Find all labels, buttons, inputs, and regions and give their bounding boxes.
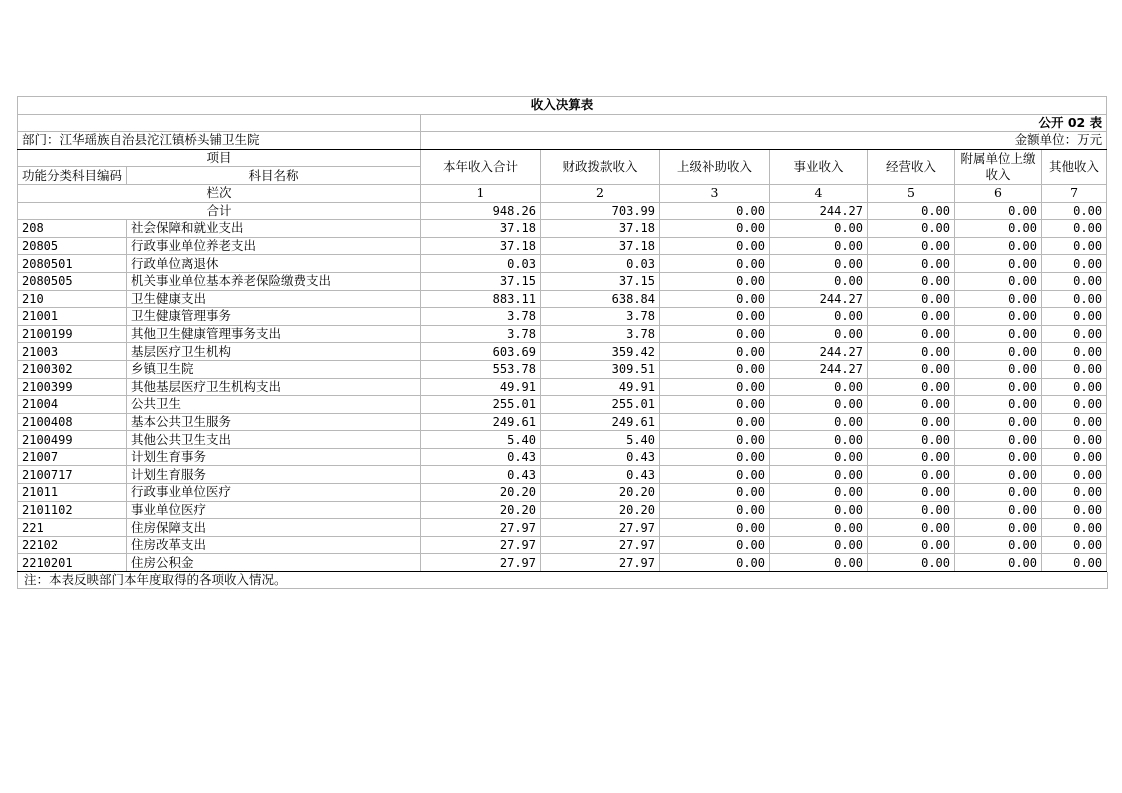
table-row xyxy=(18,448,1107,466)
amount-cell: 0.00 xyxy=(770,308,868,326)
amount-cell: 0.43 xyxy=(421,448,541,466)
amount-cell: 0.00 xyxy=(770,501,868,519)
header-business: 事业收入 xyxy=(770,149,868,184)
amount-cell: 0.00 xyxy=(660,378,770,396)
amount-cell: 0.00 xyxy=(868,237,955,255)
amount-cell: 0.00 xyxy=(660,360,770,378)
amount-cell: 0.00 xyxy=(1042,484,1107,502)
amount-cell: 0.00 xyxy=(660,220,770,238)
amount-cell: 0.00 xyxy=(770,554,868,572)
amount-cell: 0.00 xyxy=(770,519,868,537)
subject-name-cell: 计划生育服务 xyxy=(127,466,421,484)
subject-name-cell: 卫生健康支出 xyxy=(127,290,421,308)
amount-cell: 0.00 xyxy=(770,220,868,238)
table-row xyxy=(18,272,1107,290)
amount-cell: 0.00 xyxy=(955,501,1042,519)
amount-cell: 37.18 xyxy=(421,237,541,255)
column-index-row xyxy=(18,184,1107,202)
amount-cell: 37.18 xyxy=(421,220,541,238)
amount-cell: 0.00 xyxy=(955,396,1042,414)
amount-cell: 0.00 xyxy=(955,220,1042,238)
amount-cell: 0.00 xyxy=(660,554,770,572)
subject-name-cell: 公共卫生 xyxy=(127,396,421,414)
amount-cell: 0.00 xyxy=(1042,237,1107,255)
amount-cell: 0.03 xyxy=(421,255,541,273)
amount-cell: 0.00 xyxy=(868,466,955,484)
amount-cell: 0.00 xyxy=(955,431,1042,449)
func-code-cell: 221 xyxy=(18,519,127,537)
amount-cell: 244.27 xyxy=(770,343,868,361)
column-index: 2 xyxy=(541,184,660,202)
amount-cell: 0.00 xyxy=(955,448,1042,466)
total-value: 0.00 xyxy=(1042,202,1107,220)
amount-cell: 27.97 xyxy=(421,519,541,537)
total-value: 948.26 xyxy=(421,202,541,220)
amount-cell: 0.00 xyxy=(770,413,868,431)
amount-cell: 0.00 xyxy=(1042,343,1107,361)
amount-cell: 3.78 xyxy=(421,325,541,343)
amount-cell: 0.00 xyxy=(1042,290,1107,308)
amount-cell: 0.00 xyxy=(868,360,955,378)
amount-cell: 0.00 xyxy=(868,220,955,238)
func-code-cell: 2101102 xyxy=(18,501,127,519)
amount-cell: 49.91 xyxy=(421,378,541,396)
amount-cell: 0.00 xyxy=(868,519,955,537)
amount-cell: 0.00 xyxy=(770,255,868,273)
amount-cell: 0.00 xyxy=(868,290,955,308)
amount-cell: 0.00 xyxy=(868,448,955,466)
func-code-cell: 2100302 xyxy=(18,360,127,378)
amount-cell: 27.97 xyxy=(541,554,660,572)
amount-cell: 37.18 xyxy=(541,237,660,255)
amount-cell: 0.00 xyxy=(1042,466,1107,484)
amount-cell: 0.00 xyxy=(1042,554,1107,572)
amount-cell: 0.00 xyxy=(955,272,1042,290)
amount-cell: 255.01 xyxy=(541,396,660,414)
amount-cell: 0.00 xyxy=(770,431,868,449)
form-number: 公开 02 表 xyxy=(421,114,1107,132)
amount-cell: 0.00 xyxy=(955,343,1042,361)
amount-cell: 0.00 xyxy=(868,255,955,273)
func-code-cell: 208 xyxy=(18,220,127,238)
func-code-cell: 2100717 xyxy=(18,466,127,484)
amount-cell: 309.51 xyxy=(541,360,660,378)
amount-cell: 0.43 xyxy=(541,466,660,484)
amount-cell: 0.00 xyxy=(1042,308,1107,326)
amount-cell: 0.00 xyxy=(660,501,770,519)
total-row xyxy=(18,202,1107,220)
amount-cell: 0.03 xyxy=(541,255,660,273)
table-row xyxy=(18,378,1107,396)
total-value: 0.00 xyxy=(868,202,955,220)
subject-name-cell: 住房保障支出 xyxy=(127,519,421,537)
amount-cell: 0.00 xyxy=(770,237,868,255)
column-index: 1 xyxy=(421,184,541,202)
subject-name-cell: 事业单位医疗 xyxy=(127,501,421,519)
amount-cell: 0.00 xyxy=(868,431,955,449)
amount-unit: 金额单位：万元 xyxy=(421,132,1107,150)
column-index: 6 xyxy=(955,184,1042,202)
table-row xyxy=(18,237,1107,255)
header-row-1 xyxy=(18,149,1107,167)
table-row xyxy=(18,431,1107,449)
amount-cell: 0.00 xyxy=(1042,255,1107,273)
header-item: 项目 xyxy=(18,149,421,167)
subject-name-cell: 住房公积金 xyxy=(127,554,421,572)
amount-cell: 0.00 xyxy=(868,501,955,519)
table-row xyxy=(18,484,1107,502)
amount-cell: 249.61 xyxy=(421,413,541,431)
amount-cell: 0.00 xyxy=(955,413,1042,431)
amount-cell: 0.00 xyxy=(660,484,770,502)
amount-cell: 27.97 xyxy=(421,536,541,554)
amount-cell: 0.00 xyxy=(770,448,868,466)
amount-cell: 37.15 xyxy=(541,272,660,290)
subject-name-cell: 其他卫生健康管理事务支出 xyxy=(127,325,421,343)
amount-cell: 0.00 xyxy=(868,343,955,361)
table-row xyxy=(18,413,1107,431)
amount-cell: 0.00 xyxy=(955,519,1042,537)
table-row xyxy=(18,536,1107,554)
subject-name-cell: 行政单位离退休 xyxy=(127,255,421,273)
amount-cell: 0.00 xyxy=(1042,378,1107,396)
amount-cell: 0.00 xyxy=(868,272,955,290)
table-row xyxy=(18,396,1107,414)
amount-cell: 359.42 xyxy=(541,343,660,361)
func-code-cell: 2100399 xyxy=(18,378,127,396)
amount-cell: 20.20 xyxy=(421,484,541,502)
amount-cell: 0.00 xyxy=(660,448,770,466)
form-number-row xyxy=(18,114,1107,132)
amount-cell: 0.00 xyxy=(1042,519,1107,537)
table-row xyxy=(18,325,1107,343)
header-superior: 上级补助收入 xyxy=(660,149,770,184)
subject-name-cell: 行政事业单位医疗 xyxy=(127,484,421,502)
total-value: 0.00 xyxy=(955,202,1042,220)
table-note: 注：本表反映部门本年度取得的各项收入情况。 xyxy=(17,572,1108,589)
amount-cell: 249.61 xyxy=(541,413,660,431)
amount-cell: 244.27 xyxy=(770,290,868,308)
func-code-cell: 22102 xyxy=(18,536,127,554)
amount-cell: 0.00 xyxy=(868,308,955,326)
func-code-cell: 2210201 xyxy=(18,554,127,572)
amount-cell: 0.00 xyxy=(955,360,1042,378)
amount-cell: 0.00 xyxy=(770,325,868,343)
amount-cell: 0.00 xyxy=(660,396,770,414)
department-name: 部门：江华瑶族自治县沱江镇桥头铺卫生院 xyxy=(18,132,421,150)
func-code-cell: 2100499 xyxy=(18,431,127,449)
subject-name-cell: 基层医疗卫生机构 xyxy=(127,343,421,361)
total-value: 244.27 xyxy=(770,202,868,220)
func-code-cell: 2100199 xyxy=(18,325,127,343)
amount-cell: 0.00 xyxy=(868,554,955,572)
table-row xyxy=(18,554,1107,572)
department-row xyxy=(18,132,1107,150)
amount-cell: 49.91 xyxy=(541,378,660,396)
func-code-cell: 21011 xyxy=(18,484,127,502)
amount-cell: 0.00 xyxy=(660,466,770,484)
amount-cell: 20.20 xyxy=(421,501,541,519)
amount-cell: 0.00 xyxy=(1042,536,1107,554)
subject-name-cell: 其他公共卫生支出 xyxy=(127,431,421,449)
table-title: 收入决算表 xyxy=(18,97,1107,115)
amount-cell: 0.00 xyxy=(1042,325,1107,343)
amount-cell: 5.40 xyxy=(421,431,541,449)
subject-name-cell: 基本公共卫生服务 xyxy=(127,413,421,431)
amount-cell: 0.00 xyxy=(770,484,868,502)
table-row xyxy=(18,255,1107,273)
amount-cell: 0.00 xyxy=(1042,272,1107,290)
column-index: 4 xyxy=(770,184,868,202)
amount-cell: 0.43 xyxy=(541,448,660,466)
amount-cell: 0.00 xyxy=(955,237,1042,255)
amount-cell: 0.00 xyxy=(955,554,1042,572)
amount-cell: 0.00 xyxy=(1042,501,1107,519)
amount-cell: 0.00 xyxy=(1042,360,1107,378)
subject-name-cell: 其他基层医疗卫生机构支出 xyxy=(127,378,421,396)
amount-cell: 883.11 xyxy=(421,290,541,308)
column-index-label: 栏次 xyxy=(18,184,421,202)
header-affiliated: 附属单位上缴收入 xyxy=(955,149,1042,184)
func-code-cell: 21001 xyxy=(18,308,127,326)
amount-cell: 0.00 xyxy=(770,272,868,290)
func-code-cell: 2100408 xyxy=(18,413,127,431)
amount-cell: 0.00 xyxy=(660,272,770,290)
amount-cell: 0.00 xyxy=(955,378,1042,396)
amount-cell: 27.97 xyxy=(541,536,660,554)
column-index: 5 xyxy=(868,184,955,202)
amount-cell: 0.00 xyxy=(955,255,1042,273)
table-row xyxy=(18,519,1107,537)
table-row xyxy=(18,360,1107,378)
amount-cell: 0.00 xyxy=(660,290,770,308)
amount-cell: 5.40 xyxy=(541,431,660,449)
amount-cell: 0.00 xyxy=(868,325,955,343)
amount-cell: 0.00 xyxy=(868,378,955,396)
amount-cell: 0.00 xyxy=(868,484,955,502)
subject-name-cell: 住房改革支出 xyxy=(127,536,421,554)
func-code-cell: 2080501 xyxy=(18,255,127,273)
amount-cell: 0.00 xyxy=(955,484,1042,502)
amount-cell: 0.43 xyxy=(421,466,541,484)
subject-name-cell: 社会保障和就业支出 xyxy=(127,220,421,238)
subject-name-cell: 卫生健康管理事务 xyxy=(127,308,421,326)
amount-cell: 0.00 xyxy=(955,466,1042,484)
table-row xyxy=(18,343,1107,361)
title-row xyxy=(18,97,1107,115)
amount-cell: 638.84 xyxy=(541,290,660,308)
amount-cell: 0.00 xyxy=(660,343,770,361)
header-operating: 经营收入 xyxy=(868,149,955,184)
amount-cell: 0.00 xyxy=(868,413,955,431)
func-code-cell: 210 xyxy=(18,290,127,308)
total-value: 0.00 xyxy=(660,202,770,220)
amount-cell: 20.20 xyxy=(541,501,660,519)
column-index: 3 xyxy=(660,184,770,202)
table-row xyxy=(18,290,1107,308)
subject-name-cell: 乡镇卫生院 xyxy=(127,360,421,378)
amount-cell: 0.00 xyxy=(1042,396,1107,414)
amount-cell: 0.00 xyxy=(955,308,1042,326)
amount-cell: 0.00 xyxy=(660,519,770,537)
func-code-cell: 21003 xyxy=(18,343,127,361)
amount-cell: 0.00 xyxy=(868,536,955,554)
amount-cell: 0.00 xyxy=(770,466,868,484)
amount-cell: 255.01 xyxy=(421,396,541,414)
amount-cell: 27.97 xyxy=(421,554,541,572)
amount-cell: 0.00 xyxy=(660,536,770,554)
func-code-cell: 2080505 xyxy=(18,272,127,290)
amount-cell: 244.27 xyxy=(770,360,868,378)
header-func-code: 功能分类科目编码 xyxy=(18,167,127,185)
amount-cell: 0.00 xyxy=(1042,220,1107,238)
amount-cell: 0.00 xyxy=(770,396,868,414)
amount-cell: 0.00 xyxy=(770,378,868,396)
amount-cell: 0.00 xyxy=(955,536,1042,554)
amount-cell: 3.78 xyxy=(541,325,660,343)
total-label: 合计 xyxy=(18,202,421,220)
amount-cell: 0.00 xyxy=(868,396,955,414)
amount-cell: 0.00 xyxy=(660,237,770,255)
income-final-accounts-table xyxy=(17,96,1107,572)
func-code-cell: 21004 xyxy=(18,396,127,414)
amount-cell: 37.18 xyxy=(541,220,660,238)
table-row xyxy=(18,466,1107,484)
amount-cell: 603.69 xyxy=(421,343,541,361)
amount-cell: 0.00 xyxy=(770,536,868,554)
subject-name-cell: 行政事业单位养老支出 xyxy=(127,237,421,255)
header-other: 其他收入 xyxy=(1042,149,1107,184)
amount-cell: 553.78 xyxy=(421,360,541,378)
table-row xyxy=(18,308,1107,326)
amount-cell: 0.00 xyxy=(660,413,770,431)
amount-cell: 0.00 xyxy=(1042,413,1107,431)
subject-name-cell: 机关事业单位基本养老保险缴费支出 xyxy=(127,272,421,290)
amount-cell: 0.00 xyxy=(660,431,770,449)
header-fiscal: 财政拨款收入 xyxy=(541,149,660,184)
func-code-cell: 20805 xyxy=(18,237,127,255)
column-index: 7 xyxy=(1042,184,1107,202)
amount-cell: 0.00 xyxy=(1042,431,1107,449)
func-code-cell: 21007 xyxy=(18,448,127,466)
amount-cell: 3.78 xyxy=(541,308,660,326)
total-value: 703.99 xyxy=(541,202,660,220)
subject-name-cell: 计划生育事务 xyxy=(127,448,421,466)
amount-cell: 0.00 xyxy=(660,325,770,343)
amount-cell: 0.00 xyxy=(660,308,770,326)
amount-cell: 0.00 xyxy=(660,255,770,273)
amount-cell: 0.00 xyxy=(955,290,1042,308)
table-row xyxy=(18,501,1107,519)
amount-cell: 20.20 xyxy=(541,484,660,502)
amount-cell: 3.78 xyxy=(421,308,541,326)
amount-cell: 0.00 xyxy=(1042,448,1107,466)
amount-cell: 37.15 xyxy=(421,272,541,290)
header-total: 本年收入合计 xyxy=(421,149,541,184)
amount-cell: 0.00 xyxy=(955,325,1042,343)
table-row xyxy=(18,220,1107,238)
header-subject-name: 科目名称 xyxy=(127,167,421,185)
amount-cell: 27.97 xyxy=(541,519,660,537)
